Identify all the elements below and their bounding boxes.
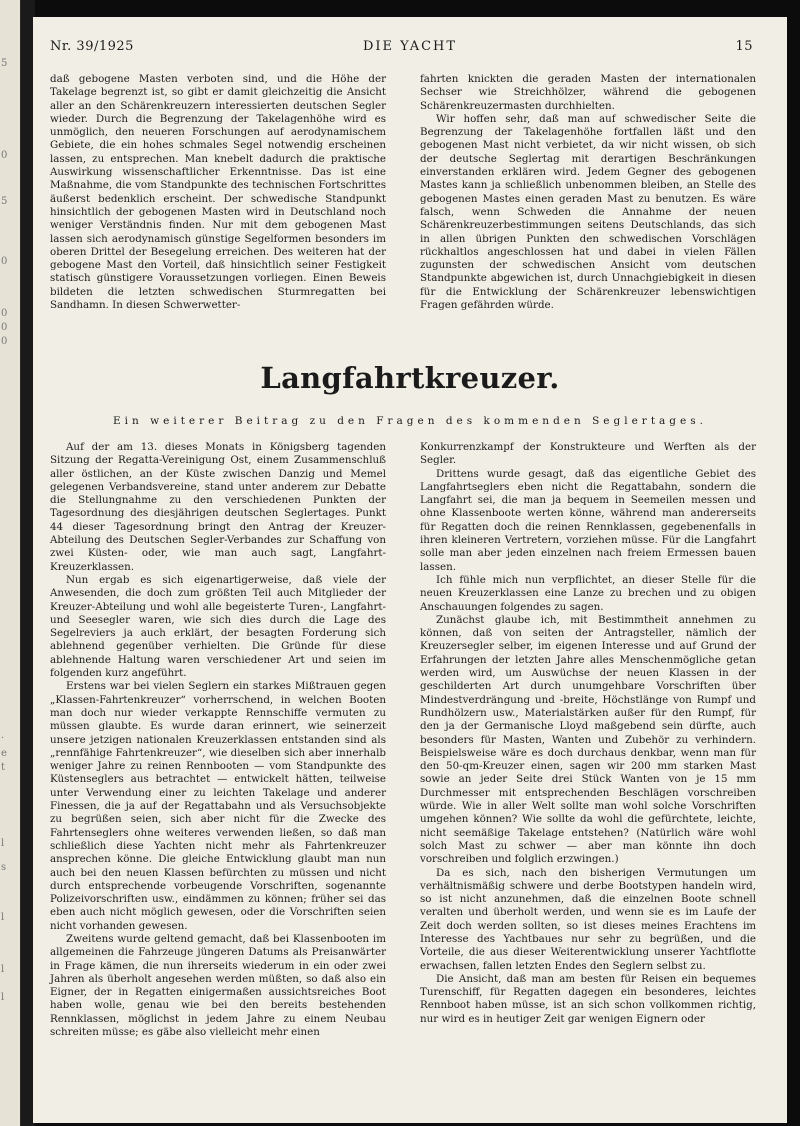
adjacent-page-edge (0, 0, 21, 1126)
magazine-page (33, 17, 787, 1123)
edge-mark: 0 (1, 322, 8, 333)
paragraph: Ich fühle mich nun verpflichtet, an dieser Stelle für die neuen Kreuzerklassen eine Lanze zu brechen und zu obigen Anschauungen folgendes zu sagen. (420, 573, 756, 613)
paragraph: Wir hoffen sehr, daß man auf schwedischer Seite die Begrenzung der Takelagenhöhe fortfallen läßt und den gebogenen Mast nicht verbietet, da wir nicht wissen, ob sich der deutsche Seglertag mit derartigen Beschränkungen einverstanden erklären wird. Jedem Gegner des gebogenen Mastes kann ja schließlich unbenommen bleiben, an Stelle des gebogenen Mastes einen geraden Mast zu benutzen. Es wäre falsch, wenn Schweden die Annahme der neuen Schärenkreuzerbestimmungen seitens Deutschlands, das sich in allen übrigen Punkten den schwedischen Vorschlägen rückhaltlos angeschlossen hat und dabei in vielen Fällen zugunsten der schwedischen Ansicht vom deutschen Standpunkte abgewichen ist, durch Unnachgiebigkeit in diesen für die Entwicklung der Schärenkreuzer lebenswichtigen Fragen gefährden würde. (420, 112, 756, 312)
paragraph: Zweitens wurde geltend gemacht, daß bei Klassenbooten im allgemeinen die Fahrzeuge jüngeren Datums als Preisanwärter in Frage kämen, die nun ihrerseits wiederum in ein oder zwei Jahren als überholt angesehen werden müßten, so daß also ein Eigner, der in Regatten einigermaßen aussichtsreiches Boot haben wolle, genau wie bei den bereits bestehenden Rennklassen, möglichst in jedem Jahre zu einem Neubau schreiten müsse; es gäbe also vielleicht mehr einen (50, 932, 386, 1039)
edge-mark: . (1, 730, 5, 741)
paragraph: daß gebogene Masten verboten sind, und die Höhe der Takelage begrenzt ist, so gibt er damit gleichzeitig die Ansicht aller an den Schärenkreuzern interessierten deutschen Segler wieder. Durch die Begrenzung der Takelagenhöhe wird es unmöglich, den neueren Forschungen auf aerodynamischem Gebiete, die ein hohes schmales Segel notwendig erscheinen lassen, zu entsprechen. Man knebelt dadurch die praktische Auswirkung wissenschaftlicher Erkenntnisse. Das ist eine Maßnahme, die vom Standpunkte des technischen Fortschrittes äußerst bedenklich erscheint. Der schwedische Standpunkt hinsichtlich der gebogenen Masten wird in Deutschland noch weniger Verständnis finden. Nur mit dem gebogenen Mast lassen sich aerodynamisch günstige Segelformen besonders im oberen Drittel der Besegelung erreichen. Des weiteren hat der gebogene Mast den Vorteil, daß hinsichtlich seiner Festigkeit statisch günstigere Voraussetzungen vorliegen. Einen Beweis bildeten die letzten schwedischen Sturmregatten bei Sandhamn. In diesen Schwerwetter- (50, 73, 386, 312)
edge-mark: 5 (1, 196, 8, 207)
edge-mark: 5 (1, 58, 8, 69)
edge-mark: l (1, 992, 5, 1003)
edge-mark: 0 (1, 150, 8, 161)
edge-mark: l (1, 912, 5, 923)
edge-mark: 0 (1, 308, 8, 319)
article-title: Langfahrtkreuzer. (260, 361, 560, 395)
edge-mark: l (1, 964, 5, 975)
edge-mark: l (1, 838, 5, 849)
top-right-column (420, 73, 756, 312)
edge-mark: 0 (1, 336, 8, 347)
paragraph: Auf der am 13. dieses Monats in Königsberg tagenden Sitzung der Regatta-Vereinigung Ost, einem Zusammenschluß aller östlichen, an der Küste zwischen Danzig und Memel gelegenen Verbandsvereine, stand unter anderem zur Debatte die Stellungnahme zu den verschiedenen Punkten der Tagesordnung des diesjährigen deutschen Seglertages. Punkt 44 dieser Tagesordnung bringt den Antrag der Kreuzer-Abteilung des Deutschen Segler-Verbandes zur Schaffung von zwei Küsten- oder, wie man auch sagt, Langfahrt-Kreuzerklassen. (50, 441, 386, 573)
edge-mark: t (1, 762, 6, 773)
bottom-left-column (50, 441, 386, 1039)
top-left-column (50, 73, 386, 312)
paragraph: Erstens war bei vielen Seglern ein starkes Mißtrauen gegen „Klassen-Fahrtenkreuzer“ vorherrschend, in welchen Booten man doch nur wieder verkappte Rennschiffe vermuten zu müssen glaubte. Es wurde daran erinnert, wie seinerzeit unsere jetzigen nationalen Kreuzerklassen entstanden sind als „rennfähige Fahrtenkreuzer“, wie dieselben sich aber innerhalb weniger Jahre zu reinen Rennbooten — vom Standpunkte des Küstenseglers aus betrachtet — entwickelt hätten, teilweise unter Verwendung einer zu leichten Takelage und anderer Finessen, die ja auf der Regattabahn und als Versuchsobjekte zu begrüßen seien, sich aber nicht für die Zwecke des Fahrtenseglers ohne weiteres verwenden ließen, so daß man schließlich diese Yachten nicht mehr als Fahrtenkreuzer ansprechen könne. Die gleiche Entwicklung glaubt man nun auch bei den neuen Klassen befürchten zu müssen und nicht durch entsprechende vorbeugende Vorschriften, sogenannte Polizeivorschriften usw., eindämmen zu können; früher sei das eben auch nicht möglich gewesen, oder die Vorschriften seien nicht vorhanden gewesen. (50, 680, 386, 932)
paragraph: Die Ansicht, daß man am besten für Reisen ein bequemes Turenschiff, für Regatten dagegen ein besonderes, leichtes Rennboot haben müsse, ist an sich schon vollkommen richtig, nur wird es in heutiger Zeit gar wenigen Eignern oder (420, 972, 756, 1025)
paragraph: Konkurrenzkampf der Konstrukteure und Werften als der Segler. (420, 441, 756, 467)
paragraph: Da es sich, nach den bisherigen Vermutungen um verhältnismäßig schwere und derbe Bootstypen handeln wird, so ist nicht anzunehmen, daß die einzelnen Boote schnell veralten und überholt werden, und wenn sie es im Laufe der Zeit doch werden sollten, so ist dieses meines Erachtens im Interesse des Yachtbaues nur sehr zu begrüßen, und die Vorteile, die aus dieser Weiterentwicklung unserer Yachtflotte erwachsen, fallen letzten Endes den Seglern selbst zu. (420, 866, 756, 972)
paragraph: fahrten knickten die geraden Masten der internationalen Sechser wie Streichhölzer, während die gebogenen Schärenkreuzermasten durchhielten. (420, 73, 756, 112)
edge-mark: e (1, 748, 7, 759)
paragraph: Nun ergab es sich eigenartigerweise, daß viele der Anwesenden, die doch zum größten Teil auch Mitglieder der Kreuzer-Abteilung und wohl alle begeisterte Turen-, Langfahrt- und Seesegler waren, wie sich dies durch die Lage des Segelreviers ja auch erklärt, der besagten Forderung sich ablehnend gegenüber verhielten. Die Gründe für diese ablehnende Haltung waren verschiedener Art und seien im folgenden kurz angeführt. (50, 573, 386, 680)
paragraph: Drittens wurde gesagt, daß das eigentliche Gebiet des Langfahrtseglers eben nicht die Regattabahn, sondern die Langfahrt sei, die man ja bequem in Seemeilen messen und ohne Klassenboote werten könne, während man andererseits für Regatten doch die reinen Rennklassen, gegebenenfalls in ihren kleineren Vertretern, vorziehen müsse. Für die Langfahrt solle man aber jeden einzelnen nach freiem Ermessen bauen lassen. (420, 467, 756, 573)
edge-mark: 0 (1, 256, 8, 267)
issue-number: Nr. 39/1925 (50, 39, 134, 54)
bottom-right-column (420, 441, 756, 1026)
page-number: 15 (735, 39, 753, 54)
edge-mark: s (1, 862, 7, 873)
magazine-title: DIE YACHT (362, 39, 458, 54)
article-subtitle: Ein weiterer Beitrag zu den Fragen des kommenden Seglertages. (113, 415, 707, 427)
paragraph: Zunächst glaube ich, mit Bestimmtheit annehmen zu können, daß von seiten der Antragsteller, nämlich der Kreuzersegler selber, im eigenen Interesse und auf Grund der Erfahrungen der letzten Jahre alles Menschenmögliche getan werden wird, um Auswüchse der neuen Klassen in der geschilderten Art durch unumgehbare Vorschriften über Mindestverdrängung und -breite, Höchstlänge von Rumpf und Rundhölzern usw., Materialstärken außer für den Rumpf, für den ja der Germanische Lloyd maßgebend sein dürfte, auch besonders für Masten, Wanten und Zubehör zu verhindern. Beispielsweise wäre es doch durchaus denkbar, wenn man für den 50-qm-Kreuzer einen, sagen wir 200 mm starken Mast sowie an jeder Seite drei Stück Wanten von je 15 mm Durchmesser mit entsprechenden Beschlägen vorschreiben würde. Wie in aller Welt sollte man wohl solche Vorschriften umgehen können? Wie sollte da wohl die gefürchtete, leichte, nicht seemäßige Takelage entstehen? (Natürlich wäre wohl solch Mast zu schwer — aber man könnte ihn doch vorschreiben und folglich erzwingen.) (420, 613, 756, 866)
